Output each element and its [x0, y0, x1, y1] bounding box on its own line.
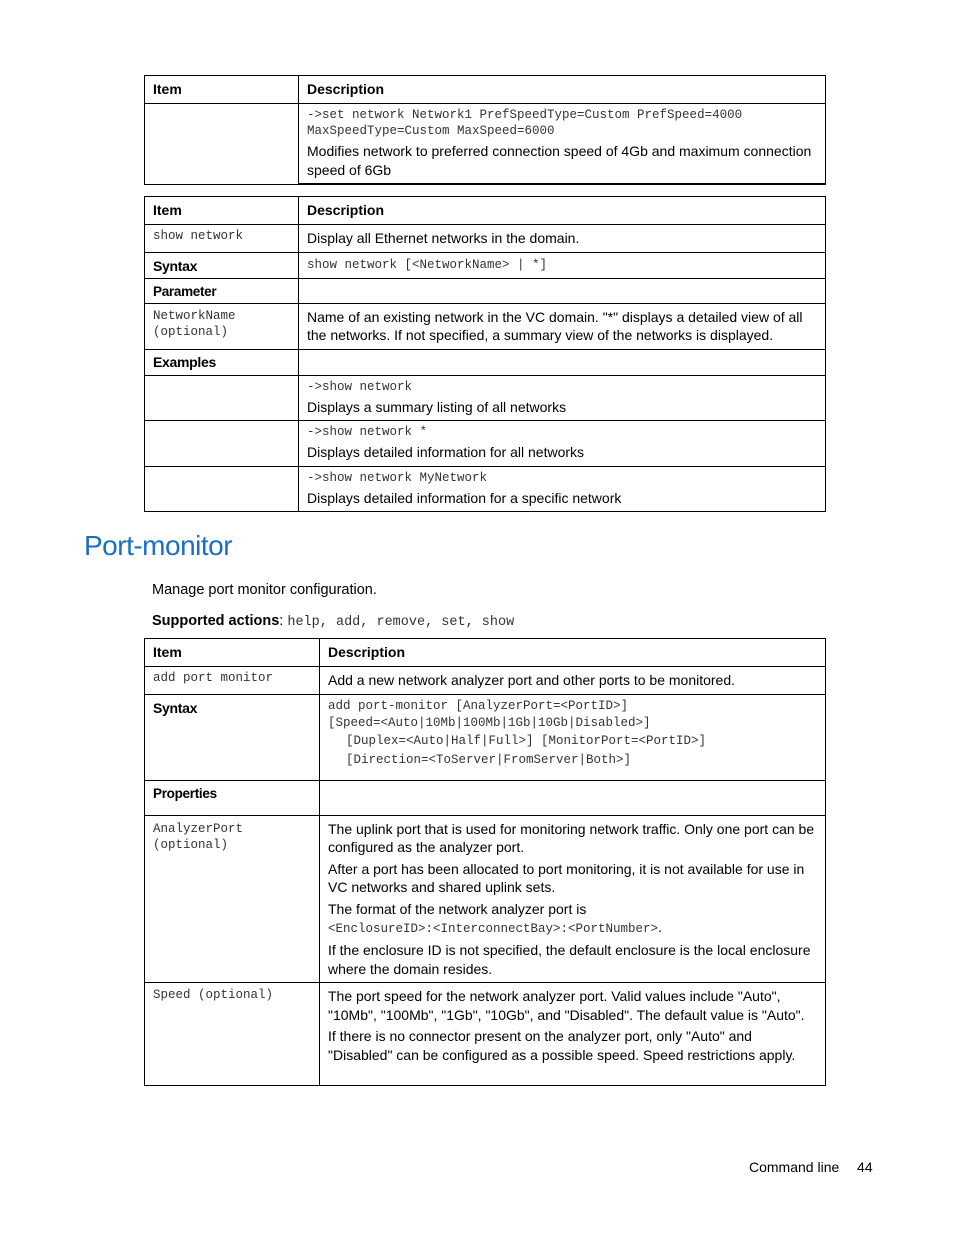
syntax-line: [Duplex=<Auto|Half|Full>] [MonitorPort=<PortID>]: [346, 733, 707, 748]
section-intro: Manage port monitor configuration.: [152, 582, 377, 598]
example-text: Displays detailed information for all networks: [307, 444, 585, 460]
page-number: 44: [857, 1159, 873, 1175]
table-row: [145, 815, 826, 983]
table-header-row: [145, 639, 826, 667]
syntax-line: [Speed=<Auto|10Mb|100Mb|1Gb|10Gb|Disabled>]: [328, 715, 651, 730]
syntax-label: Syntax: [145, 694, 320, 780]
table-row: [145, 349, 826, 375]
example-text: Displays detailed information for a specific network: [307, 489, 622, 506]
param-name: NetworkName: [153, 308, 236, 323]
supported-actions-colon: :: [279, 613, 284, 629]
port-format: <EnclosureID>:<InterconnectBay>:<PortNumber>: [328, 922, 659, 936]
parameter-label: Parameter: [145, 278, 299, 303]
row-description: [299, 104, 826, 185]
description-paragraph: If the enclosure ID is not specified, the default enclosure is the local enclosure where the domain resides.: [328, 942, 811, 977]
example-command: ->show network: [307, 379, 413, 394]
command-line: MaxSpeedType=Custom MaxSpeed=6000: [307, 124, 555, 138]
port-format-end: .: [658, 919, 662, 935]
footer-section: Command line: [749, 1159, 840, 1175]
description-paragraph: If there is no connector present on the analyzer port, only "Auto" and "Disabled" can be configured as a possible speed. Speed restrictions apply.: [328, 1028, 796, 1063]
properties-description: [320, 780, 826, 815]
syntax-label: Syntax: [145, 252, 299, 278]
parameter-description: [299, 278, 826, 303]
table-row: [145, 252, 826, 278]
description-text: Modifies network to preferred connection speed of 4Gb and maximum connection speed of 6Gb: [307, 143, 812, 178]
table-header-row: [145, 197, 826, 225]
syntax-line: add port-monitor [AnalyzerPort=<PortID>]: [328, 698, 629, 713]
row-item: [145, 104, 299, 185]
syntax-value: [320, 694, 826, 780]
supported-actions: [152, 613, 514, 630]
property-name: AnalyzerPort: [153, 821, 244, 836]
header-item: Item: [145, 76, 299, 104]
command-description: Display all Ethernet networks in the domain.: [299, 225, 826, 253]
example-description: [299, 375, 826, 421]
analyzerport-description: [320, 815, 826, 983]
example-command: ->show network *: [307, 425, 428, 439]
port-monitor-table: [144, 638, 826, 1086]
show-network-table: [144, 196, 826, 512]
header-item: Item: [145, 639, 320, 667]
property-optional: (optional): [153, 837, 229, 852]
syntax-value: show network [<NetworkName> | *]: [299, 252, 826, 278]
description-paragraph: The format of the network analyzer port is: [328, 900, 587, 917]
command-description: Add a new network analyzer port and other ports to be monitored.: [320, 667, 826, 695]
table-row: [145, 303, 826, 349]
examples-description: [299, 349, 826, 375]
example-item: [145, 375, 299, 421]
command-line: ->set network Network1 PrefSpeedType=Custom PrefSpeed=4000: [307, 108, 743, 122]
syntax-line: [Direction=<ToServer|FromServer|Both>]: [346, 752, 632, 767]
command-cell: add port monitor: [145, 667, 320, 695]
table-row: [145, 104, 826, 185]
networkname-item: [145, 303, 299, 349]
page-footer: [749, 1159, 873, 1175]
example-item: [145, 466, 299, 512]
description-paragraph: The port speed for the network analyzer port. Valid values include "Auto", "10Mb", "100Mb", "1Gb", "10Gb", and "Disabled". The default value is "Auto".: [328, 988, 805, 1023]
header-item: Item: [145, 197, 299, 225]
table-row: [145, 780, 826, 815]
table-row: [145, 225, 826, 253]
example-command: ->show network MyNetwork: [307, 470, 488, 485]
header-description: Description: [299, 76, 826, 104]
set-network-example-table: [144, 75, 826, 185]
header-description: Description: [320, 639, 826, 667]
supported-actions-label: Supported actions: [152, 613, 280, 629]
table-row: [145, 375, 826, 421]
properties-label: Properties: [145, 780, 320, 815]
example-item: [145, 421, 299, 467]
supported-actions-list: help, add, remove, set, show: [287, 615, 515, 630]
examples-label: Examples: [145, 349, 299, 375]
command-cell: show network: [145, 225, 299, 253]
example-description: [299, 421, 826, 467]
param-optional: (optional): [153, 324, 229, 339]
table-row: [145, 421, 826, 467]
table-row: [145, 278, 826, 303]
header-description: Description: [299, 197, 826, 225]
example-text: Displays a summary listing of all networks: [307, 398, 567, 415]
description-paragraph: After a port has been allocated to port monitoring, it is not available for use in VC networks and shared uplink sets.: [328, 860, 805, 895]
description-paragraph: The uplink port that is used for monitoring network traffic. Only one port can be configured as the analyzer port.: [328, 820, 815, 855]
table-row: [145, 983, 826, 1086]
networkname-description: Name of an existing network in the VC domain. "*" displays a detailed view of all the networks. If not specified, a summary view of the networks is displayed.: [299, 303, 826, 349]
analyzerport-item: [145, 815, 320, 983]
speed-item: Speed (optional): [145, 983, 320, 1086]
table-header-row: [145, 76, 826, 104]
speed-description: [320, 983, 826, 1086]
table-row: [145, 667, 826, 695]
table-row: [145, 694, 826, 780]
example-description: [299, 466, 826, 512]
table-row: [145, 466, 826, 512]
section-title: Port-monitor: [84, 530, 233, 561]
